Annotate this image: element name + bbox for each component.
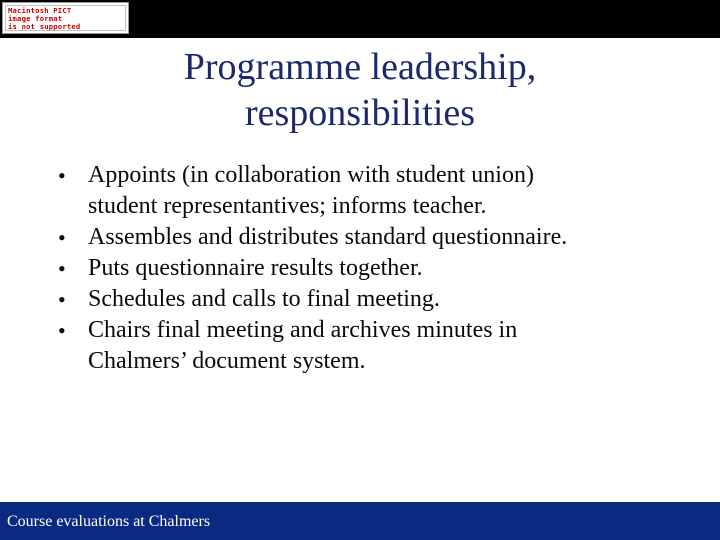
bullet-text-line: Chairs final meeting and archives minutes in [88, 317, 518, 343]
bullet-item-puts-results [56, 253, 696, 284]
missing-image-frame [5, 5, 126, 31]
bullet-icon: • [58, 287, 66, 312]
bullet-item-assembles [56, 222, 696, 253]
bullet-icon: • [58, 163, 66, 188]
slide-title-line-2: responsibilities [244, 92, 476, 134]
placeholder-text-line: image format [8, 14, 63, 23]
slide-title-line-1: Programme leadership, [183, 46, 537, 88]
bullet-text-line: Chalmers’ document system. [88, 348, 366, 374]
placeholder-text-line: Macintosh PICT [8, 6, 72, 15]
bullet-icon: • [58, 256, 66, 281]
bullet-item-chairs [56, 315, 696, 377]
bullet-text-line: Schedules and calls to final meeting. [88, 286, 440, 312]
bullet-text-line: Puts questionnaire results together. [88, 255, 423, 281]
footer-text: Course evaluations at Chalmers [7, 513, 211, 530]
placeholder-text-line: is not supported [8, 22, 81, 31]
bullet-text-line: Appoints (in collaboration with student union) [88, 162, 534, 188]
bullet-text-line: student representantives; informs teacher. [88, 193, 487, 219]
bullet-item-schedules [56, 284, 696, 315]
bullet-item-appoints [56, 160, 696, 222]
footer-bar [0, 502, 720, 540]
missing-image-placeholder [2, 2, 129, 34]
slide-title [120, 44, 600, 136]
bullet-list [56, 160, 696, 377]
top-header-bar [0, 0, 720, 38]
bullet-icon: • [58, 318, 66, 343]
bullet-text-line: Assembles and distributes standard questionnaire. [88, 224, 568, 250]
bullet-icon: • [58, 225, 66, 250]
